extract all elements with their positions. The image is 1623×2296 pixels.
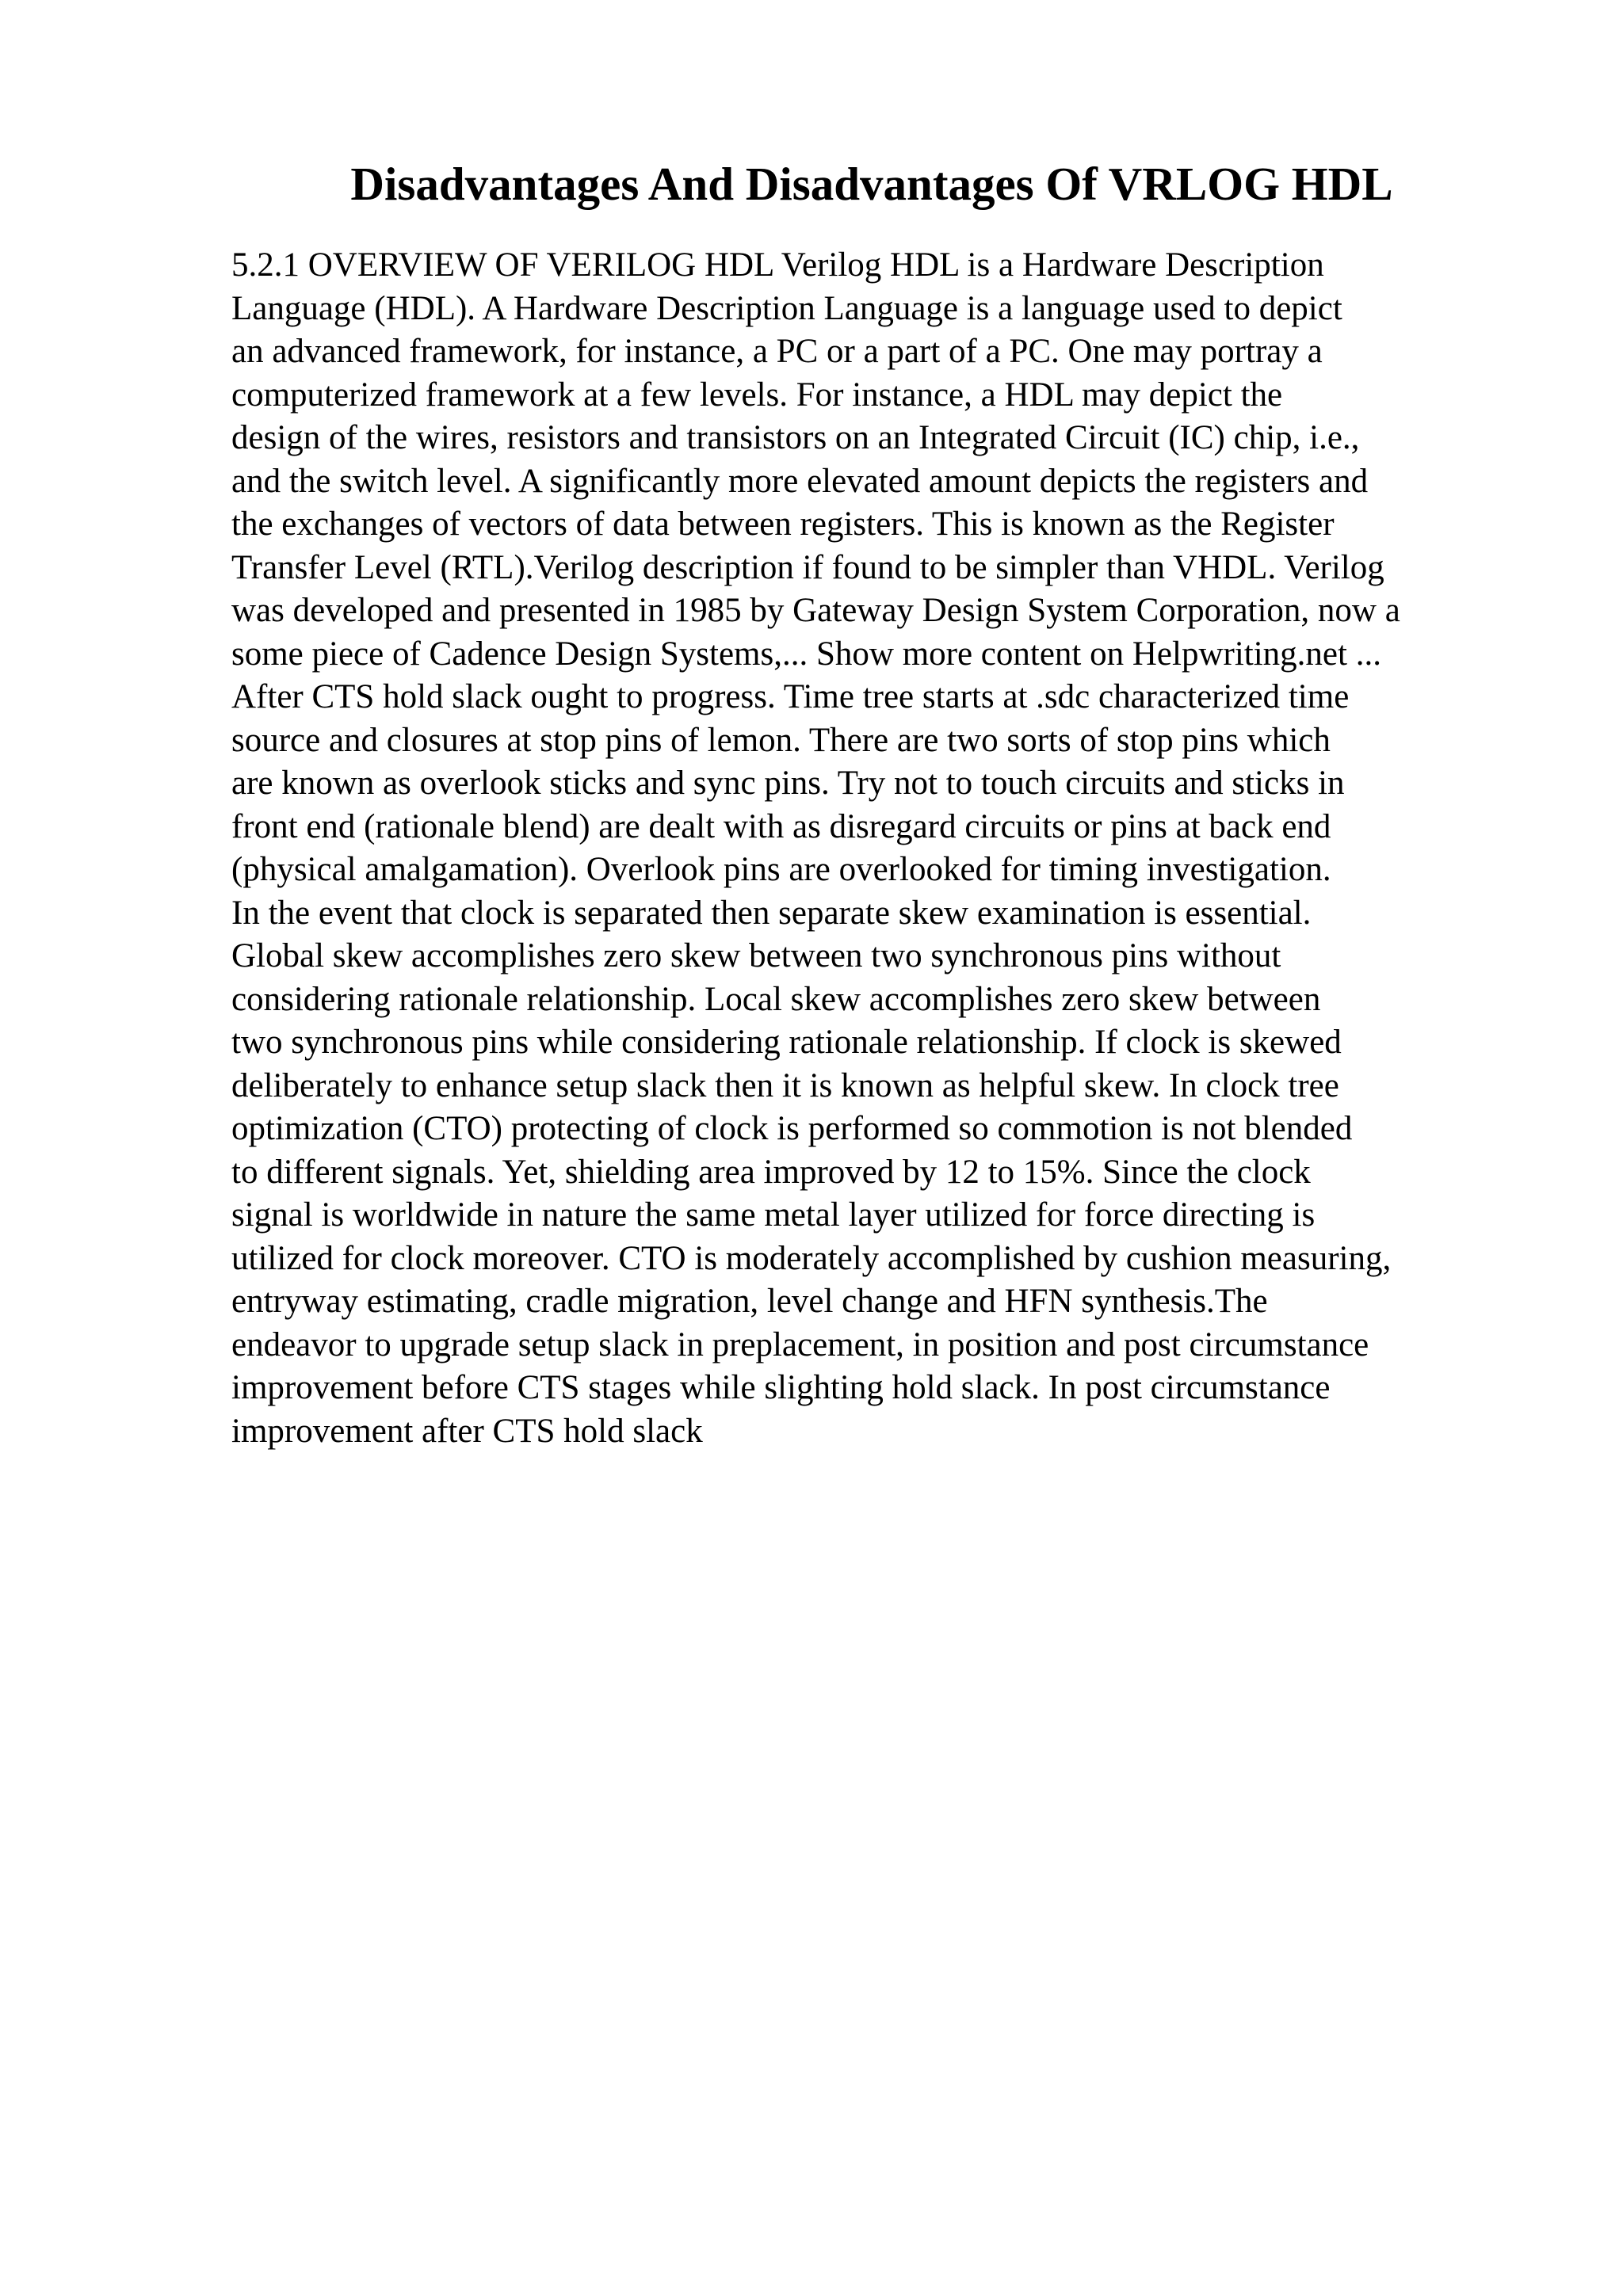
body-line: an advanced framework, for instance, a PC or a part of a PC. One may portray a [231,333,1323,370]
body-line: to different signals. Yet, shielding area improved by 12 to 15%. Since the clock [231,1153,1311,1191]
body-line: Transfer Level (RTL).Verilog description if found to be simpler than VHDL. Verilog [231,548,1384,586]
body-line: front end (rationale blend) are dealt with as disregard circuits or pins at back end [231,807,1331,845]
body-line: (physical amalgamation). Overlook pins are overlooked for timing investigation. [231,851,1331,888]
document-title: Disadvantages And Disadvantages Of VRLOG HDL [350,158,1393,210]
body-line: computerized framework at a few levels. For instance, a HDL may depict the [231,376,1283,414]
body-line: In the event that clock is separated then separate skew examination is essential. [231,894,1312,932]
body-line: are known as overlook sticks and sync pins. Try not to touch circuits and sticks in [231,765,1345,802]
body-line: After CTS hold slack ought to progress. Time tree starts at .sdc characterized time [231,678,1350,715]
body-line: the exchanges of vectors of data between registers. This is known as the Register [231,505,1335,543]
body-line: improvement before CTS stages while slighting hold slack. In post circumstance [231,1369,1331,1406]
body-line: endeavor to upgrade setup slack in preplacement, in position and post circumstance [231,1325,1369,1363]
body-line: deliberately to enhance setup slack then it is known as helpful skew. In clock tree [231,1066,1339,1104]
body-line: 5.2.1 OVERVIEW OF VERILOG HDL Verilog HDL is a Hardware Description [231,246,1324,284]
body-line: entryway estimating, cradle migration, level change and HFN synthesis.The [231,1283,1268,1320]
body-line: was developed and presented in 1985 by Gateway Design System Corporation, now a [231,592,1400,629]
body-line: utilized for clock moreover. CTO is moderately accomplished by cushion measuring, [231,1239,1392,1277]
body-line: source and closures at stop pins of lemon. There are two sorts of stop pins which [231,721,1331,759]
body-line: design of the wires, resistors and transistors on an Integrated Circuit (IC) chip, i.e., [231,419,1360,456]
body-line: Language (HDL). A Hardware Description Language is a language used to depict [231,289,1342,327]
body-line: improvement after CTS hold slack [231,1412,703,1450]
body-line: optimization (CTO) protecting of clock is performed so commotion is not blended [231,1110,1353,1147]
body-line: and the switch level. A significantly more elevated amount depicts the registers and [231,462,1369,500]
body-line: two synchronous pins while considering rationale relationship. If clock is skewed [231,1024,1342,1061]
body-line: considering rationale relationship. Local skew accomplishes zero skew between [231,980,1321,1018]
body-line: some piece of Cadence Design Systems,... Show more content on Helpwriting.net ... [231,635,1381,673]
body-line: Global skew accomplishes zero skew between two synchronous pins without [231,937,1281,974]
body-line: signal is worldwide in nature the same metal layer utilized for force directing is [231,1196,1316,1234]
document-body [231,244,1515,1453]
